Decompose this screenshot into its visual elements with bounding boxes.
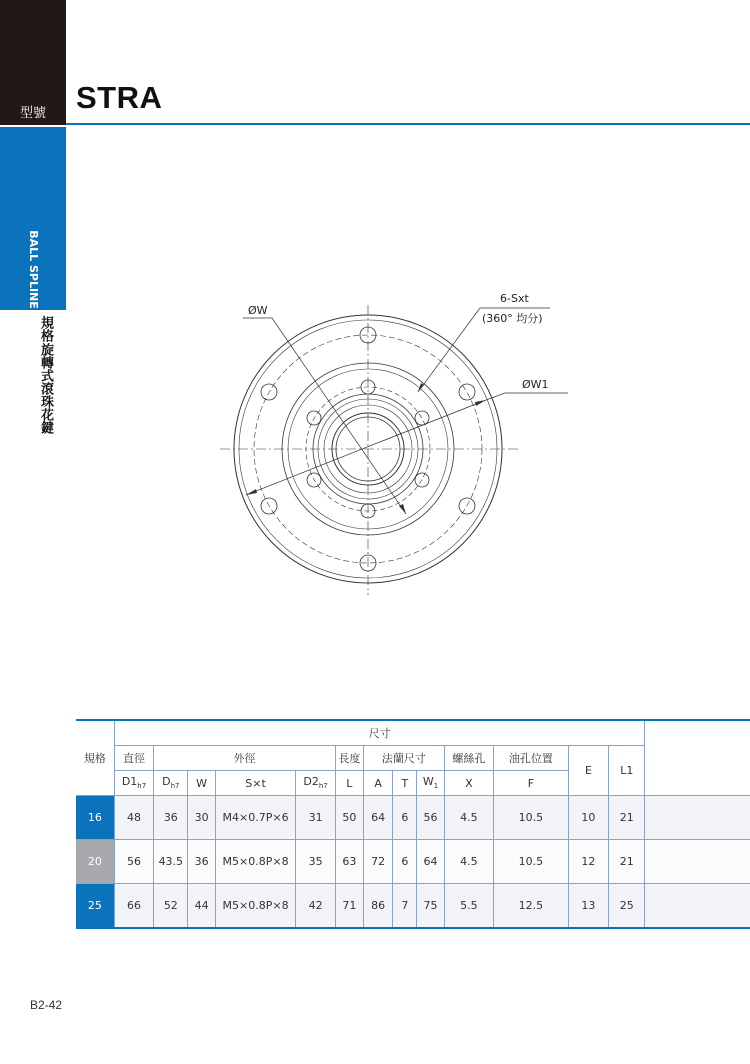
- cell-sxt: M5×0.8P×8: [215, 840, 296, 884]
- cell-w: 30: [188, 796, 215, 840]
- arrow-w1-start: [246, 489, 257, 495]
- header-a: A: [363, 771, 392, 796]
- header-d1: $D1_{h7}$: [114, 771, 153, 796]
- table-header-row: [76, 720, 750, 746]
- cell-sxt: M4×0.7P×6: [215, 796, 296, 840]
- cell-f: 10.5: [494, 796, 569, 840]
- cell-a: 72: [363, 840, 392, 884]
- cell-w: 36: [188, 840, 215, 884]
- cell-w1: 75: [417, 884, 444, 929]
- cell-t: 7: [393, 884, 417, 929]
- header-diameter: 直徑: [114, 746, 153, 771]
- cell-x: 4.5: [444, 840, 493, 884]
- label-w: ØW: [248, 304, 268, 317]
- page-title: STRA: [76, 80, 163, 115]
- cell-d: 43.5: [154, 840, 188, 884]
- header-l: L: [335, 771, 363, 796]
- cell-a: 64: [363, 796, 392, 840]
- cell-blank: [645, 796, 750, 840]
- cell-l1: 21: [609, 796, 645, 840]
- cell-sxt: M5×0.8P×8: [215, 884, 296, 929]
- page-number: B2-42: [30, 998, 63, 1012]
- cell-t: 6: [393, 796, 417, 840]
- cell-e: 13: [568, 884, 608, 929]
- leader-w1: [486, 393, 568, 400]
- cell-l1: 21: [609, 840, 645, 884]
- cell-d1: 56: [114, 840, 153, 884]
- header-outer: 外徑: [154, 746, 336, 771]
- cell-size: 25: [76, 884, 114, 929]
- header-t: T: [393, 771, 417, 796]
- table-row: [76, 884, 750, 929]
- header-length: 長度: [335, 746, 363, 771]
- header-e: E: [568, 746, 608, 796]
- cell-x: 5.5: [444, 884, 493, 929]
- cell-w: 44: [188, 884, 215, 929]
- type-label: 型號: [19, 106, 46, 121]
- cell-blank: [645, 884, 750, 929]
- cell-w1: 64: [417, 840, 444, 884]
- cell-w1: 56: [417, 796, 444, 840]
- header-size: 規格: [76, 720, 114, 796]
- header-w: W: [188, 771, 215, 796]
- sidebar-section-spec: 規格: [38, 316, 53, 342]
- cell-a: 86: [363, 884, 392, 929]
- label-w1: ØW1: [522, 378, 549, 391]
- cell-l: 50: [335, 796, 363, 840]
- label-holes: 6-Sxt: [500, 292, 529, 305]
- header-flange: 法蘭尺寸: [363, 746, 444, 771]
- outer-bolt-hole: [459, 384, 475, 400]
- cell-d2: 31: [296, 796, 335, 840]
- cell-d1: 48: [114, 796, 153, 840]
- label-holes-note: (360° 均分): [482, 312, 543, 325]
- arrow-w1-end: [475, 400, 486, 406]
- header-d2: $D2_{h7}$: [296, 771, 335, 796]
- cell-d: 36: [154, 796, 188, 840]
- sidebar-section-product: 旋轉式滾珠花鍵: [38, 343, 53, 434]
- cell-t: 6: [393, 840, 417, 884]
- cell-l1: 25: [609, 884, 645, 929]
- cell-x: 4.5: [444, 796, 493, 840]
- cell-f: 12.5: [494, 884, 569, 929]
- table-row: [76, 840, 750, 884]
- cell-size: 20: [76, 840, 114, 884]
- header-x: X: [444, 771, 493, 796]
- header-f: F: [494, 771, 569, 796]
- cell-size: 16: [76, 796, 114, 840]
- header-w1: $W_1$: [417, 771, 444, 796]
- arrow-w-end: [399, 504, 406, 514]
- cell-d1: 66: [114, 884, 153, 929]
- header-d: $D_{h7}$: [154, 771, 188, 796]
- sidebar-category-label: BALL SPLINE: [26, 229, 40, 309]
- cell-e: 12: [568, 840, 608, 884]
- spec-table: [76, 719, 750, 929]
- cell-d2: 42: [296, 884, 335, 929]
- header-screw-hole: 螺絲孔: [444, 746, 493, 771]
- cell-l: 71: [335, 884, 363, 929]
- cell-d: 52: [154, 884, 188, 929]
- header-dimensions: 尺寸: [114, 720, 645, 746]
- table-row: [76, 796, 750, 840]
- header-sxt: S×t: [215, 771, 296, 796]
- cell-d2: 35: [296, 840, 335, 884]
- header-oil-hole: 油孔位置: [494, 746, 569, 771]
- cell-f: 10.5: [494, 840, 569, 884]
- header-blank: [645, 720, 750, 796]
- cell-l: 63: [335, 840, 363, 884]
- cell-e: 10: [568, 796, 608, 840]
- header-l1: L1: [609, 746, 645, 796]
- cell-blank: [645, 840, 750, 884]
